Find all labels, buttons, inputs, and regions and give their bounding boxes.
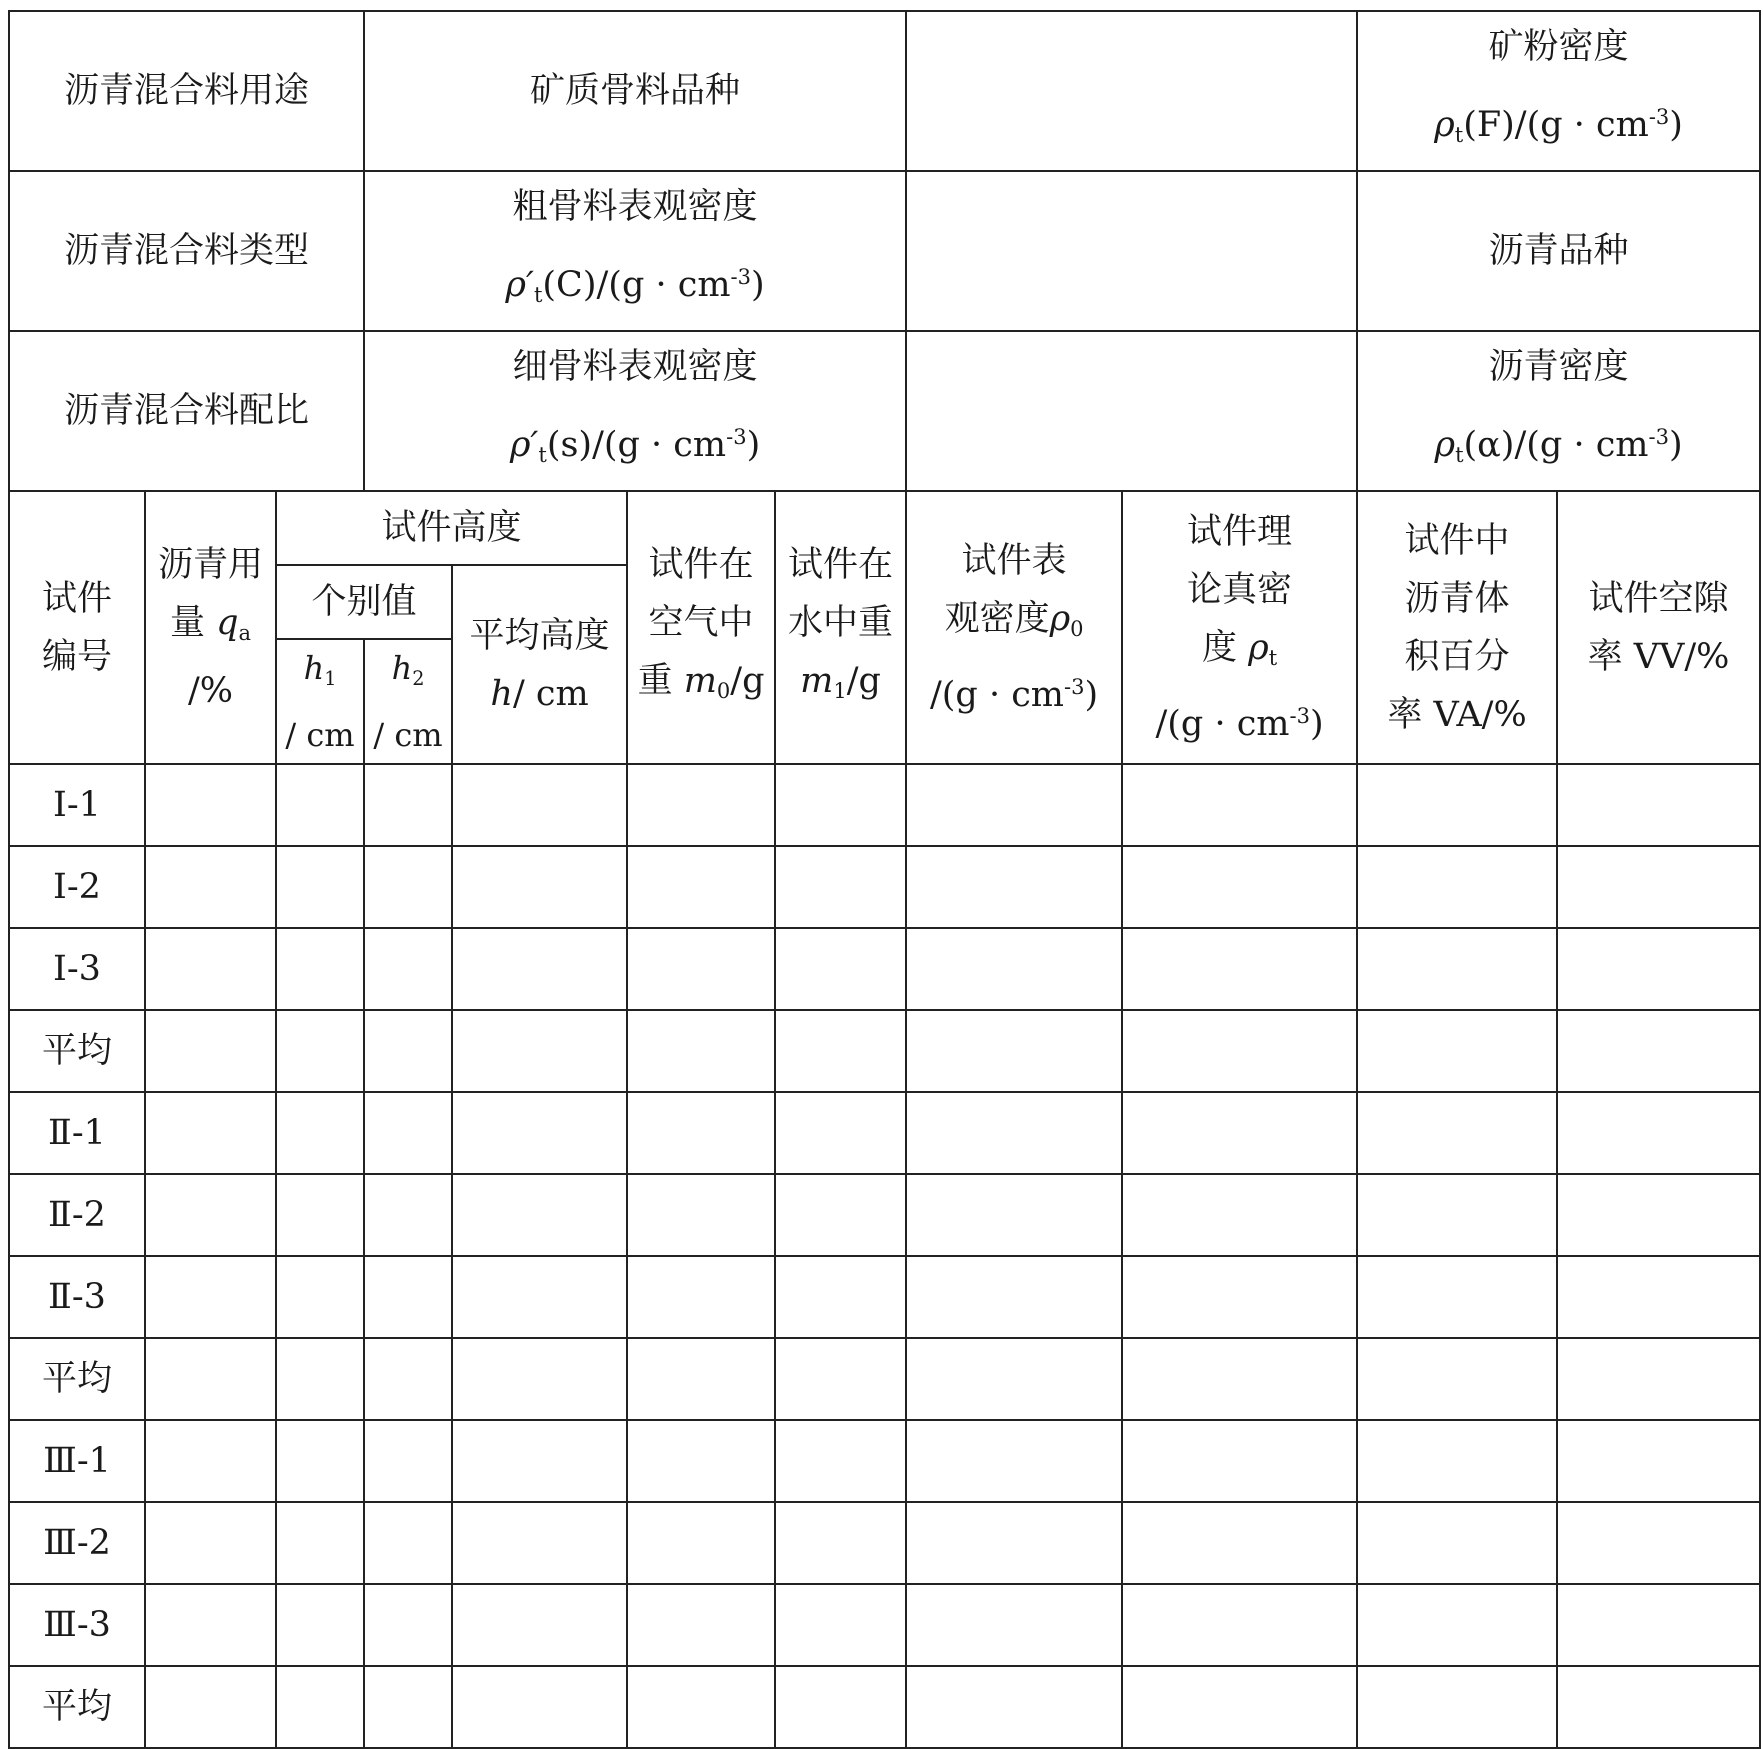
specimen-id-cell: 平均 bbox=[9, 1338, 145, 1420]
asphalt-volume-percent-cell[interactable] bbox=[1357, 1666, 1557, 1748]
bulk-density-cell[interactable] bbox=[906, 1420, 1122, 1502]
mass-in-water-cell[interactable] bbox=[775, 1256, 906, 1338]
average-height-cell[interactable] bbox=[452, 1420, 627, 1502]
asphalt-content-cell[interactable] bbox=[145, 764, 276, 846]
mass-in-water-cell[interactable] bbox=[775, 1092, 906, 1174]
mass-in-air-cell[interactable] bbox=[627, 1092, 775, 1174]
header-individual-values: 个别值 bbox=[276, 565, 452, 639]
header-asphalt-content: 沥青用 量 $q_a$ /% bbox=[145, 491, 276, 764]
mass-in-water-cell[interactable] bbox=[775, 1174, 906, 1256]
height-h1-cell[interactable] bbox=[276, 1420, 364, 1502]
table-row bbox=[9, 764, 1760, 846]
theoretical-density-cell[interactable] bbox=[1122, 1092, 1357, 1174]
void-ratio-cell[interactable] bbox=[1557, 1256, 1760, 1338]
asphalt-volume-percent-cell[interactable] bbox=[1357, 1256, 1557, 1338]
header-bulk-density: 试件表 观密度$\rho_0$ $/(g \cdot cm^{-3})$ bbox=[906, 491, 1122, 764]
asphalt-content-cell[interactable] bbox=[145, 846, 276, 928]
height-h2-cell[interactable] bbox=[364, 764, 452, 846]
specimen-id-cell: Ⅰ-1 bbox=[9, 764, 145, 846]
theoretical-density-cell[interactable] bbox=[1122, 1338, 1357, 1420]
average-height-cell[interactable] bbox=[452, 1502, 627, 1584]
mass-in-water-cell[interactable] bbox=[775, 1010, 906, 1092]
table-row bbox=[9, 1174, 1760, 1256]
specimen-id-cell: Ⅰ-2 bbox=[9, 846, 145, 928]
height-h2-cell[interactable] bbox=[364, 846, 452, 928]
average-height-cell[interactable] bbox=[452, 1256, 627, 1338]
coarse-aggregate-density-value[interactable] bbox=[906, 171, 1357, 331]
asphalt-content-cell[interactable] bbox=[145, 1666, 276, 1748]
mass-in-air-cell[interactable] bbox=[627, 1174, 775, 1256]
height-h1-cell[interactable] bbox=[276, 1502, 364, 1584]
table-row bbox=[9, 846, 1760, 928]
theoretical-density-cell[interactable] bbox=[1122, 1502, 1357, 1584]
asphalt-content-cell[interactable] bbox=[145, 1584, 276, 1666]
void-ratio-cell[interactable] bbox=[1557, 1584, 1760, 1666]
height-h1-cell[interactable] bbox=[276, 1256, 364, 1338]
height-h1-cell[interactable] bbox=[276, 1174, 364, 1256]
mass-in-water-cell[interactable] bbox=[775, 1666, 906, 1748]
theoretical-density-cell[interactable] bbox=[1122, 928, 1357, 1010]
mass-in-air-cell[interactable] bbox=[627, 1338, 775, 1420]
mass-in-air-cell[interactable] bbox=[627, 1256, 775, 1338]
table-row bbox=[9, 1502, 1760, 1584]
average-height-cell[interactable] bbox=[452, 1338, 627, 1420]
data-rows bbox=[9, 764, 1760, 1748]
average-height-cell[interactable] bbox=[452, 846, 627, 928]
height-h1-cell[interactable] bbox=[276, 764, 364, 846]
mass-in-water-cell[interactable] bbox=[775, 928, 906, 1010]
void-ratio-cell[interactable] bbox=[1557, 928, 1760, 1010]
mineral-aggregate-type-value[interactable] bbox=[906, 11, 1357, 171]
asphalt-density-title: 沥青密度 bbox=[1488, 347, 1629, 387]
asphalt-volume-percent-cell[interactable] bbox=[1357, 928, 1557, 1010]
height-h2-cell[interactable] bbox=[364, 1666, 452, 1748]
void-ratio-cell[interactable] bbox=[1557, 1666, 1760, 1748]
height-h2-cell[interactable] bbox=[364, 1174, 452, 1256]
asphalt-volume-percent-cell[interactable] bbox=[1357, 1174, 1557, 1256]
table-row bbox=[9, 1338, 1760, 1420]
mass-in-air-cell[interactable] bbox=[627, 928, 775, 1010]
void-ratio-cell[interactable] bbox=[1557, 1338, 1760, 1420]
mass-in-water-cell[interactable] bbox=[775, 764, 906, 846]
void-ratio-cell[interactable] bbox=[1557, 1174, 1760, 1256]
table-row bbox=[9, 1666, 1760, 1748]
height-h1-cell[interactable] bbox=[276, 1092, 364, 1174]
height-h2-cell[interactable] bbox=[364, 1092, 452, 1174]
specimen-id-cell: Ⅲ-1 bbox=[9, 1420, 145, 1502]
asphalt-volume-percent-cell[interactable] bbox=[1357, 1502, 1557, 1584]
header-average-height: 平均高度 h/ cm bbox=[452, 565, 627, 764]
asphalt-volume-percent-cell[interactable] bbox=[1357, 1420, 1557, 1502]
asphalt-volume-percent-cell[interactable] bbox=[1357, 1584, 1557, 1666]
header-height-h2: $h_2$ / cm bbox=[364, 639, 452, 764]
table-row bbox=[9, 1010, 1760, 1092]
bulk-density-cell[interactable] bbox=[906, 1502, 1122, 1584]
average-height-cell[interactable] bbox=[452, 1092, 627, 1174]
mass-in-water-cell[interactable] bbox=[775, 846, 906, 928]
mass-in-water-cell[interactable] bbox=[775, 1420, 906, 1502]
asphalt-density-label bbox=[1357, 331, 1760, 491]
mass-in-water-cell[interactable] bbox=[775, 1584, 906, 1666]
mass-in-air-cell[interactable] bbox=[627, 846, 775, 928]
asphalt-volume-percent-cell[interactable] bbox=[1357, 846, 1557, 928]
mass-in-air-cell[interactable] bbox=[627, 764, 775, 846]
mass-in-air-cell[interactable] bbox=[627, 1502, 775, 1584]
header-mass-in-water: 试件在 水中重 $m_1/g$ bbox=[775, 491, 906, 764]
bulk-density-cell[interactable] bbox=[906, 1338, 1122, 1420]
height-h2-cell[interactable] bbox=[364, 1584, 452, 1666]
asphalt-content-cell[interactable] bbox=[145, 1338, 276, 1420]
asphalt-content-cell[interactable] bbox=[145, 1010, 276, 1092]
average-height-cell[interactable] bbox=[452, 764, 627, 846]
fine-aggregate-density-label bbox=[364, 331, 906, 491]
header-specimen-height-group: 试件高度 bbox=[276, 491, 627, 565]
header-specimen-id: 试件 编号 bbox=[9, 491, 145, 764]
average-height-cell[interactable] bbox=[452, 1174, 627, 1256]
header-void-ratio: 试件空隙 率 VV/% bbox=[1557, 491, 1760, 764]
fine-aggregate-density-title: 细骨料表观密度 bbox=[512, 347, 758, 387]
bulk-density-cell[interactable] bbox=[906, 846, 1122, 928]
height-h2-cell[interactable] bbox=[364, 1420, 452, 1502]
mass-in-air-cell[interactable] bbox=[627, 1666, 775, 1748]
coarse-aggregate-density-label bbox=[364, 171, 906, 331]
average-height-cell[interactable] bbox=[452, 1010, 627, 1092]
asphalt-type-label: 沥青品种 bbox=[1357, 171, 1760, 331]
asphalt-content-cell[interactable] bbox=[145, 1174, 276, 1256]
table-row bbox=[9, 1092, 1760, 1174]
asphalt-mix-test-record-table bbox=[8, 10, 1761, 1749]
theoretical-density-cell[interactable] bbox=[1122, 1256, 1357, 1338]
theoretical-density-cell[interactable] bbox=[1122, 1010, 1357, 1092]
void-ratio-cell[interactable] bbox=[1557, 1502, 1760, 1584]
void-ratio-cell[interactable] bbox=[1557, 1010, 1760, 1092]
asphalt-content-cell[interactable] bbox=[145, 1256, 276, 1338]
coarse-aggregate-density-title: 粗骨料表观密度 bbox=[512, 187, 758, 227]
fine-aggregate-density-value[interactable] bbox=[906, 331, 1357, 491]
theoretical-density-cell[interactable] bbox=[1122, 846, 1357, 928]
specimen-id-cell: 平均 bbox=[9, 1666, 145, 1748]
theoretical-density-cell[interactable] bbox=[1122, 764, 1357, 846]
theoretical-density-cell[interactable] bbox=[1122, 1174, 1357, 1256]
specimen-id-cell: Ⅲ-2 bbox=[9, 1502, 145, 1584]
mineral-powder-density-unit: $\rho_t(F)/(g \cdot cm^{-3})$ bbox=[1434, 105, 1683, 147]
theoretical-density-cell[interactable] bbox=[1122, 1584, 1357, 1666]
bulk-density-cell[interactable] bbox=[906, 1010, 1122, 1092]
height-h1-cell[interactable] bbox=[276, 1338, 364, 1420]
height-h2-cell[interactable] bbox=[364, 1338, 452, 1420]
specimen-id-cell: Ⅱ-2 bbox=[9, 1174, 145, 1256]
table-row bbox=[9, 1420, 1760, 1502]
fine-aggregate-density-unit: $\rho'_t(s)/(g \cdot cm^{-3})$ bbox=[509, 425, 761, 467]
height-h2-cell[interactable] bbox=[364, 1256, 452, 1338]
void-ratio-cell[interactable] bbox=[1557, 764, 1760, 846]
mass-in-air-cell[interactable] bbox=[627, 1010, 775, 1092]
height-h2-cell[interactable] bbox=[364, 1010, 452, 1092]
theoretical-density-cell[interactable] bbox=[1122, 1420, 1357, 1502]
table-row bbox=[9, 1584, 1760, 1666]
void-ratio-cell[interactable] bbox=[1557, 1420, 1760, 1502]
height-h1-cell[interactable] bbox=[276, 846, 364, 928]
header-theoretical-density: 试件理 论真密 度 $\rho_t$ $/(g \cdot cm^{-3})$ bbox=[1122, 491, 1357, 764]
height-h2-cell[interactable] bbox=[364, 1502, 452, 1584]
height-h1-cell[interactable] bbox=[276, 1010, 364, 1092]
mineral-powder-density-label bbox=[1357, 11, 1760, 171]
bulk-density-cell[interactable] bbox=[906, 1256, 1122, 1338]
specimen-id-cell: Ⅰ-3 bbox=[9, 928, 145, 1010]
asphalt-density-unit: $\rho_t(\alpha)/(g \cdot cm^{-3})$ bbox=[1434, 425, 1683, 467]
specimen-id-cell: Ⅲ-3 bbox=[9, 1584, 145, 1666]
mass-in-water-cell[interactable] bbox=[775, 1338, 906, 1420]
bulk-density-cell[interactable] bbox=[906, 928, 1122, 1010]
asphalt-content-cell[interactable] bbox=[145, 928, 276, 1010]
table-row bbox=[9, 1256, 1760, 1338]
height-h1-cell[interactable] bbox=[276, 1584, 364, 1666]
height-h1-cell[interactable] bbox=[276, 1666, 364, 1748]
bulk-density-cell[interactable] bbox=[906, 764, 1122, 846]
header-asphalt-volume-percent: 试件中 沥青体 积百分 率 VA/% bbox=[1357, 491, 1557, 764]
average-height-cell[interactable] bbox=[452, 1666, 627, 1748]
void-ratio-cell[interactable] bbox=[1557, 1092, 1760, 1174]
asphalt-volume-percent-cell[interactable] bbox=[1357, 1338, 1557, 1420]
height-h1-cell[interactable] bbox=[276, 928, 364, 1010]
coarse-aggregate-density-unit: $\rho'_t(C)/(g \cdot cm^{-3})$ bbox=[505, 265, 765, 307]
asphalt-volume-percent-cell[interactable] bbox=[1357, 764, 1557, 846]
table-row bbox=[9, 928, 1760, 1010]
bulk-density-cell[interactable] bbox=[906, 1666, 1122, 1748]
bulk-density-cell[interactable] bbox=[906, 1584, 1122, 1666]
mass-in-air-cell[interactable] bbox=[627, 1420, 775, 1502]
bulk-density-cell[interactable] bbox=[906, 1174, 1122, 1256]
asphalt-content-cell[interactable] bbox=[145, 1420, 276, 1502]
mineral-powder-density-title: 矿粉密度 bbox=[1488, 27, 1629, 67]
height-h2-cell[interactable] bbox=[364, 928, 452, 1010]
specimen-id-cell: 平均 bbox=[9, 1010, 145, 1092]
asphalt-content-cell[interactable] bbox=[145, 1092, 276, 1174]
mass-in-water-cell[interactable] bbox=[775, 1502, 906, 1584]
average-height-cell[interactable] bbox=[452, 928, 627, 1010]
asphalt-content-cell[interactable] bbox=[145, 1502, 276, 1584]
void-ratio-cell[interactable] bbox=[1557, 846, 1760, 928]
header-mass-in-air: 试件在 空气中 重 $m_0/g$ bbox=[627, 491, 775, 764]
specimen-id-cell: Ⅱ-1 bbox=[9, 1092, 145, 1174]
asphalt-volume-percent-cell[interactable] bbox=[1357, 1092, 1557, 1174]
mix-purpose-label: 沥青混合料用途 bbox=[9, 11, 364, 171]
asphalt-volume-percent-cell[interactable] bbox=[1357, 1010, 1557, 1092]
mix-proportion-label: 沥青混合料配比 bbox=[9, 331, 364, 491]
bulk-density-cell[interactable] bbox=[906, 1092, 1122, 1174]
mix-type-label: 沥青混合料类型 bbox=[9, 171, 364, 331]
theoretical-density-cell[interactable] bbox=[1122, 1666, 1357, 1748]
mineral-aggregate-type-label: 矿质骨料品种 bbox=[364, 11, 906, 171]
average-height-cell[interactable] bbox=[452, 1584, 627, 1666]
specimen-id-cell: Ⅱ-3 bbox=[9, 1256, 145, 1338]
mass-in-air-cell[interactable] bbox=[627, 1584, 775, 1666]
header-height-h1: $h_1$ / cm bbox=[276, 639, 364, 764]
